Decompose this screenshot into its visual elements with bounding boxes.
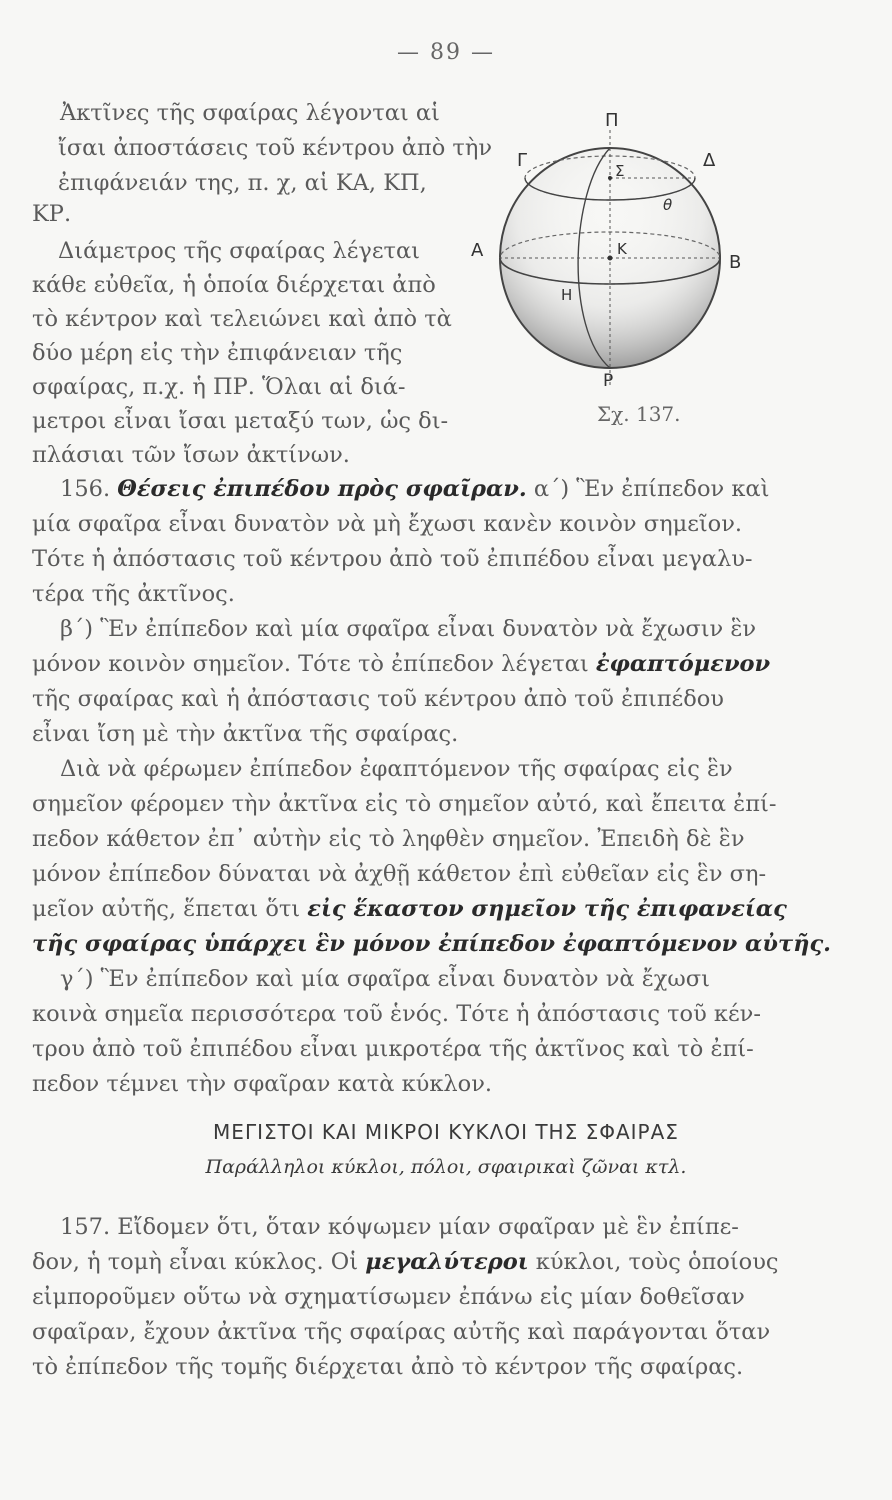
text-line: Διάμετρος τῆς σφαίρας λέγεται <box>58 238 420 264</box>
label-pi: Π <box>605 110 619 131</box>
text-line: εἰμποροῦμεν οὕτω νὰ σχηματίσωμεν ἐπάνω εἰς μίαν δοθεῖσαν <box>32 1284 745 1310</box>
label-kappa: Κ <box>617 240 627 258</box>
text-line: πλάσιαι τῶν ἴσων ἀκτίνων. <box>32 442 350 468</box>
bold-term: ἐφαπτόμενον <box>595 651 771 677</box>
text-line: ΚΡ. <box>32 201 72 227</box>
section-subheading: Παράλληλοι κύκλοι, πόλοι, σφαιρικαὶ ζῶναι κτλ. <box>205 1156 687 1178</box>
text-line: τὸ ἐπίπεδον τῆς τομῆς διέρχεται ἀπὸ τὸ κέντρον τῆς σφαίρας. <box>32 1354 744 1380</box>
text-fragment: α΄) Ἓν ἐπίπεδον καὶ <box>533 476 770 502</box>
text-line: ἐπιφάνειάν της, π. χ, αἱ ΚΑ, ΚΠ, <box>58 170 427 196</box>
sphere-diagram <box>465 100 765 430</box>
label-gamma: Γ <box>517 150 528 171</box>
label-delta: Δ <box>703 150 716 171</box>
text-line: τῆς σφαίρας καὶ ἡ ἀπόστασις τοῦ κέντρου ἀπὸ τοῦ ἐπιπέδου <box>32 686 724 712</box>
text-line: εἶναι ἴση μὲ τὴν ἀκτῖνα τῆς σφαίρας. <box>32 721 459 747</box>
text-fragment: μεῖον αὐτῆς, ἕπεται ὅτι <box>32 896 301 922</box>
sphere-figure <box>465 100 765 430</box>
text-line-with-bold <box>32 649 770 679</box>
text-line: σφαίρας, π.χ. ἡ ΠΡ. Ὅλαι αἱ διά- <box>32 374 406 400</box>
text-line: σφαῖραν, ἔχουν ἀκτῖνα τῆς σφαίρας αὐτῆς καὶ παράγονται ὅταν <box>32 1319 771 1345</box>
label-rho: Ρ <box>603 371 614 391</box>
text-line: μόνον ἐπίπεδον δύναται νὰ ἀχθῇ κάθετον ἐπὶ εὐθεῖαν εἰς ἓν ση- <box>32 861 767 887</box>
label-eta: Η <box>561 286 573 304</box>
section-156-title-line <box>60 474 769 504</box>
text-line: τὸ κέντρον καὶ τελειώνει καὶ ἀπὸ τὰ <box>32 306 452 332</box>
text-fragment: κύκλοι, τοὺς ὁποίους <box>535 1249 779 1275</box>
label-beta: Β <box>729 252 742 273</box>
text-line: δύο μέρη εἰς τὴν ἐπιφάνειαν τῆς <box>32 340 403 366</box>
text-line: πεδον τέμνει τὴν σφαῖραν κατὰ κύκλον. <box>32 1071 493 1097</box>
text-line: γ΄) Ἓν ἐπίπεδον καὶ μία σφαῖρα εἶναι δυνατὸν νὰ ἔχωσι <box>60 966 710 992</box>
section-title: Θέσεις ἐπιπέδου πρὸς σφαῖραν. <box>117 476 527 502</box>
text-fragment: δον, ἡ τομὴ εἶναι κύκλος. Οἱ <box>32 1249 359 1275</box>
label-theta: θ <box>663 196 673 214</box>
text-line: 157. Εἴδομεν ὅτι, ὅταν κόψωμεν μίαν σφαῖραν μὲ ἓν ἐπίπε- <box>60 1214 739 1240</box>
bold-statement: εἰς ἕκαστον σημεῖον τῆς ἐπιφανείας <box>307 896 787 922</box>
text-line-with-bold <box>32 1247 778 1277</box>
text-line: ἴσαι ἀποστάσεις τοῦ κέντρου ἀπὸ τὴν <box>58 135 493 161</box>
text-line: Διὰ νὰ φέρωμεν ἐπίπεδον ἐφαπτόμενον τῆς σφαίρας εἰς ἓν <box>60 756 733 782</box>
text-line: σημεῖον φέρομεν τὴν ἀκτῖνα εἰς τὸ σημεῖον αὐτό, καὶ ἔπειτα ἐπί- <box>32 791 777 817</box>
bold-term: μεγαλύτεροι <box>365 1249 529 1275</box>
section-number: 156. <box>60 476 111 502</box>
label-alpha: Α <box>471 240 484 261</box>
text-line: Ἀκτῖνες τῆς σφαίρας λέγονται αἱ <box>60 100 440 126</box>
label-sigma: Σ <box>615 162 625 180</box>
section-heading: ΜΕΓΙΣΤΟΙ ΚΑΙ ΜΙΚΡΟΙ ΚΥΚΛΟΙ ΤΗΣ ΣΦΑΙΡΑΣ <box>213 1120 679 1144</box>
text-line: τρου ἀπὸ τοῦ ἐπιπέδου εἶναι μικροτέρα τῆς ἀκτῖνος καὶ τὸ ἐπί- <box>32 1036 754 1062</box>
text-fragment: μόνον κοινὸν σημεῖον. Τότε τὸ ἐπίπεδον λέγεται <box>32 651 589 677</box>
figure-caption: Σχ. 137. <box>597 402 681 426</box>
text-line: τέρα τῆς ἀκτῖνος. <box>32 581 235 607</box>
text-line: πεδον κάθετον ἐπ᾿ αὐτὴν εἰς τὸ ληφθὲν σημεῖον. Ἐπειδὴ δὲ ἓν <box>32 826 745 852</box>
page-number: — 89 — <box>397 40 495 65</box>
text-line: κοινὰ σημεῖα περισσότερα τοῦ ἑνός. Τότε ἡ ἀπόστασις τοῦ κέν- <box>32 1001 761 1027</box>
text-line: κάθε εὐθεῖα, ἡ ὁποία διέρχεται ἀπὸ <box>32 272 436 298</box>
text-line: μετροι εἶναι ἴσαι μεταξύ των, ὡς δι- <box>32 408 449 434</box>
text-line: β΄) Ἓν ἐπίπεδον καὶ μία σφαῖρα εἶναι δυνατὸν νὰ ἔχωσιν ἓν <box>60 616 757 642</box>
text-line: Τότε ἡ ἀπόστασις τοῦ κέντρου ἀπὸ τοῦ ἐπιπέδου εἶναι μεγαλυ- <box>32 546 753 572</box>
text-line: μία σφαῖρα εἶναι δυνατὸν νὰ μὴ ἔχωσι κανὲν κοινὸν σημεῖον. <box>32 511 743 537</box>
bold-statement: τῆς σφαίρας ὑπάρχει ἓν μόνον ἐπίπεδον ἐφαπτόμενον αὐτῆς. <box>32 931 831 957</box>
text-line-with-bold <box>32 894 787 924</box>
